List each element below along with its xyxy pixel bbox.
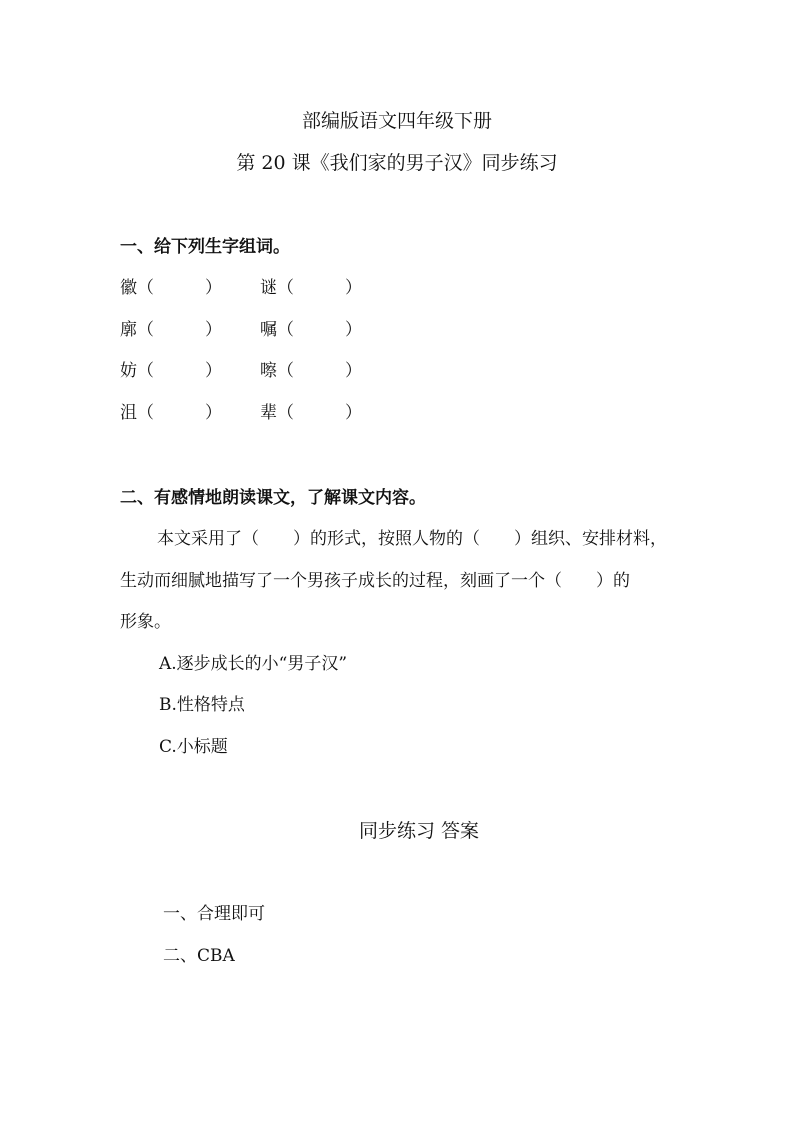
vocab-item: 辈（ ）: [260, 403, 362, 423]
option-c: C.小标题: [159, 737, 228, 757]
paragraph-line: 本文采用了（ ）的形式，按照人物的（ ）组织、安排材料，: [157, 529, 667, 549]
section-1-heading: 一、给下列生字组词。: [120, 237, 290, 257]
option-b: B.性格特点: [159, 695, 245, 715]
vocab-item: 妨（ ）: [120, 361, 222, 381]
vocab-item: 嚓（ ）: [260, 361, 362, 381]
vocab-item: 嘱（ ）: [260, 320, 362, 340]
paragraph-line: 生动而细腻地描写了一个男孩子成长的过程，刻画了一个（ ）的: [120, 571, 630, 591]
page-title: 部编版语文四年级下册: [301, 110, 492, 132]
vocab-item: 廓（ ）: [120, 320, 222, 340]
vocab-item: 徽（ ）: [120, 278, 222, 298]
answer-item: 二、CBA: [163, 946, 235, 966]
option-a: A.逐步成长的小“男子汉”: [159, 654, 348, 674]
section-2-heading: 二、有感情地朗读课文，了解课文内容。: [120, 488, 426, 508]
vocab-item: 沮（ ）: [120, 403, 222, 423]
lesson-subtitle: 第 20 课《我们家的男子汉》同步练习: [236, 152, 558, 174]
vocab-item: 谜（ ）: [260, 278, 362, 298]
paragraph-line: 形象。: [120, 612, 171, 632]
answers-title: 同步练习 答案: [358, 820, 480, 842]
answer-item: 一、合理即可: [163, 904, 265, 924]
